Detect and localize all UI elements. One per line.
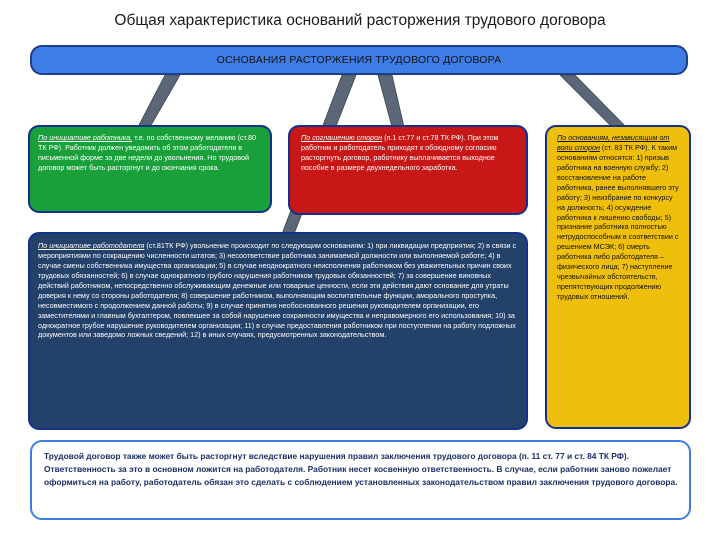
- connector-employee: [138, 75, 180, 127]
- independent-grounds-box: [545, 125, 691, 429]
- violation-note-box: Трудовой договор также может быть расторгнут вследствие нарушения правил заключения трудового договора (п. 11 ст. 77 и ст. 84 ТК РФ). Ответственность за это в основном ложится на работодателя. Работник несет косвенную ответственность. В случае, если работник заново пожелает оформиться на работу, работодатель обязан это сделать с соблюдением установленных законодательством правил заключения трудового договора.: [30, 440, 691, 520]
- independent-grounds-text: (ст. 83 ТК РФ). К таким основаниям относятся: 1) призыв работника на военную службу; 2) восстановление на работе работника, ранее выполнявшего эту работу; 3) неизбрание по конкурсу на должность; 4) осуждение работника к лишению свободы; 5) признание работника полностью нетрудоспособным в соответствии с решением МСЭК; 6) смерть работника либо работодателя – физического лица; 7) наступление чрезвычайных обстоятельств, препятствующих продолжению трудовых отношений.: [557, 142, 679, 301]
- mutual-agreement-box: [288, 125, 528, 215]
- connector-agreement: [378, 75, 404, 127]
- independent-grounds-lead: По основаниям, независящим от воли сторон: [557, 133, 670, 152]
- grounds-header: ОСНОВАНИЯ РАСТОРЖЕНИЯ ТРУДОВОГО ДОГОВОРА: [30, 45, 688, 75]
- employee-initiative-lead: По инициативе работника,: [38, 133, 133, 142]
- employer-initiative-lead: По инициативе работодателя: [38, 241, 145, 250]
- employer-initiative-text: (ст.81ТК РФ) увольнение происходит по следующим основаниям: 1) при ликвидации предприятия; 2) в связи с мероприятиями по сокращению численности штатов; 3) несоответствие работника занимаемой должности или выполняемой работе; 4) в случае смены собственника имущества организации; 5) в случае неоднократного неисполнения работником без уважительных причин своих трудовых обязанностей; 6) в случае однократного грубого нарушения работником трудовых обязанностей; 7) за совершение виновных действий работником, непосредственно обслуживающим денежные или товарные ценности, если эти действия дают основание для утраты доверия к нему со стороны работодателя; 8) совершение работником, выполняющим воспитательные функции, аморального проступка, несовместимого с продолжением данной работы; 9) в случае принятия необоснованного решения руководителем организации, его заместителями и главным бухгалтером, повлекшее за собой нарушение сохранности имущества и неправомерного его использования; 10) за однократное грубое нарушение руководителем организации; 11) в случае предоставления работником при поступлении на работу подложных документов или заведомо ложных сведений; 12) в иных случаях, предусмотренных законодательством.: [38, 241, 517, 340]
- mutual-agreement-text: (п.1 ст.77 и ст.78 ТК РФ). При этом работник и работодатель приходят к обоюдному согласию расторгнуть договор, работнику выплачивается выходное пособие в размере двухнедельного заработка.: [301, 133, 499, 172]
- page-title: Общая характеристика оснований расторжения трудового договора: [114, 12, 606, 29]
- connector-independent: [560, 75, 626, 127]
- employer-initiative-box: [28, 232, 528, 430]
- employee-initiative-text: т.е. по собственному желанию (ст.80 ТК РФ). Работник должен уведомить об этом работодателя в письменной форме за две недели до увольнения. Но трудовой договор может быть расторгнут и до окончания срока.: [38, 133, 257, 172]
- mutual-agreement-lead: По соглашению сторон: [301, 133, 383, 142]
- employee-initiative-box: [28, 125, 272, 213]
